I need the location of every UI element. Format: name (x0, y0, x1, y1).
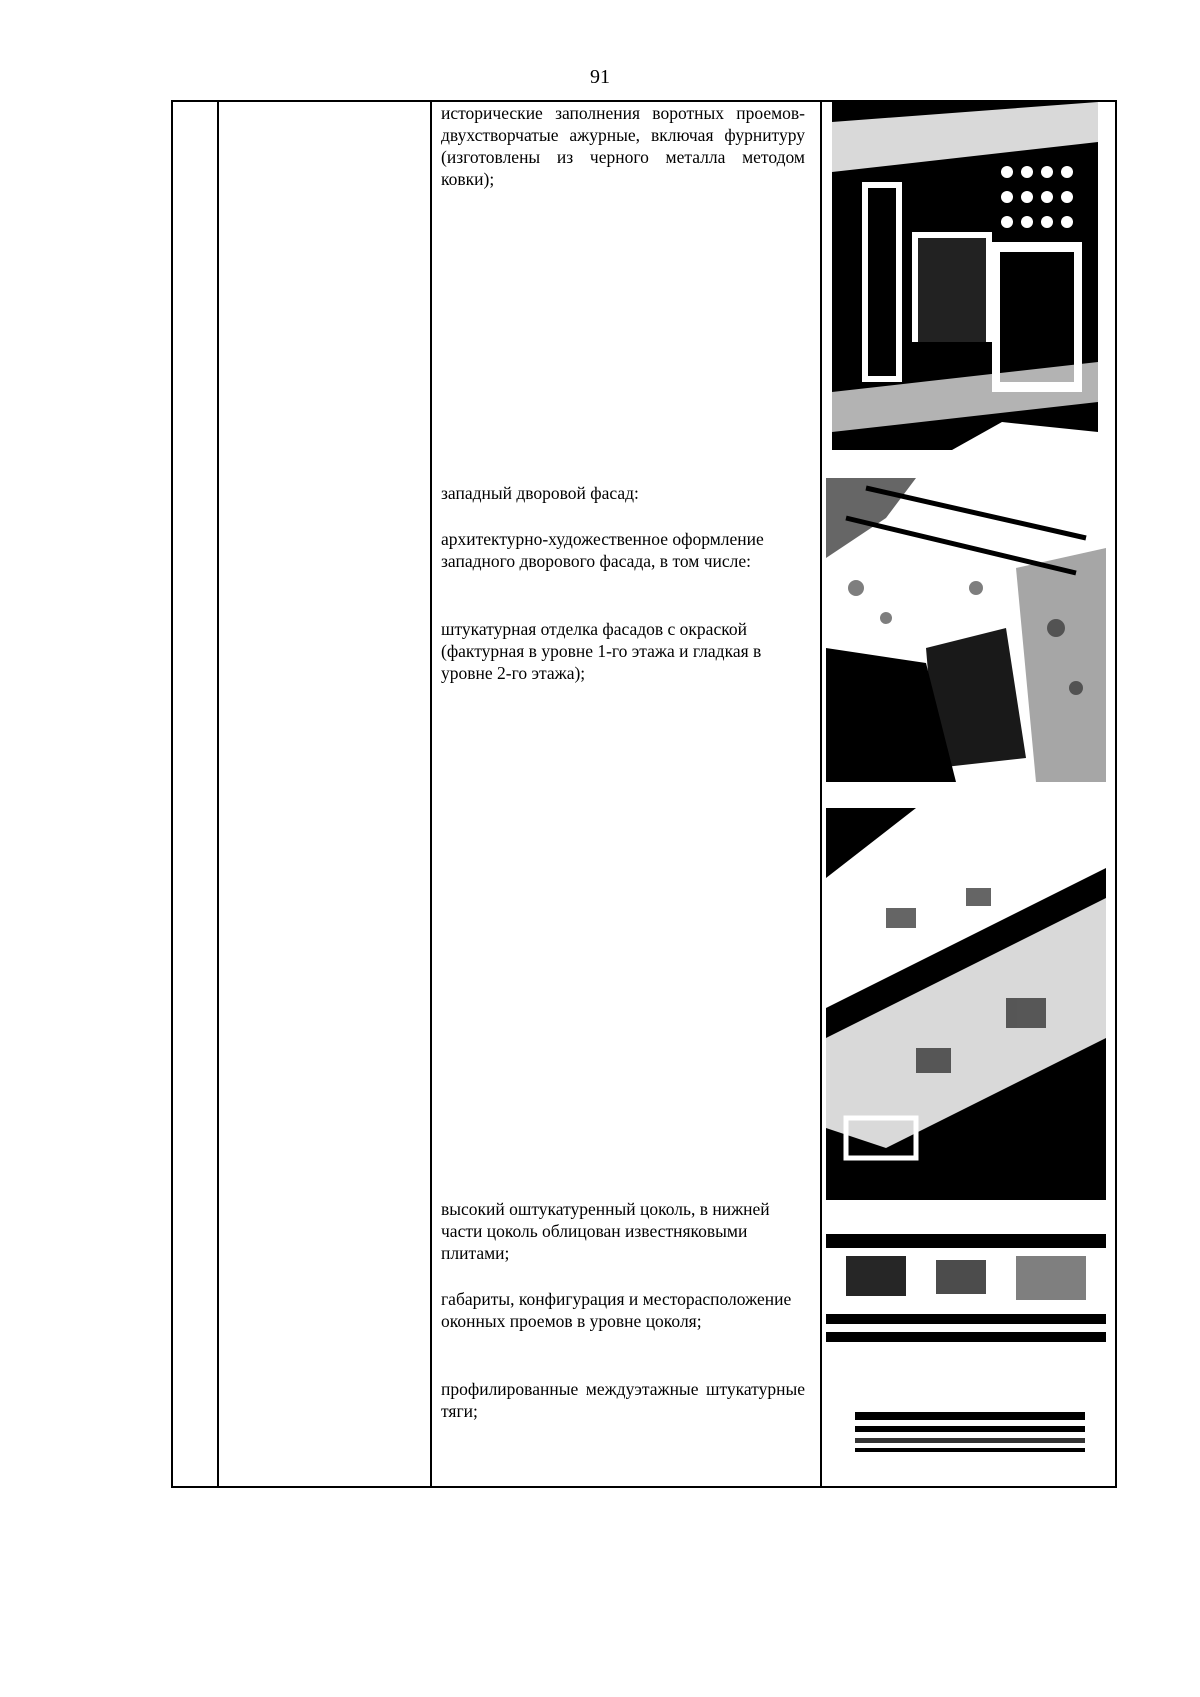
text-decoration (441, 528, 805, 572)
gates-description: исторические заполнения воротных проемов-двухстворчатые ажурные, включая фурнитуру (изготовлены из черного металла методом ковки); (441, 103, 805, 189)
facade-photo-1 (826, 478, 1106, 782)
text-plinth (441, 1198, 805, 1264)
column-divider-2 (430, 102, 432, 1486)
text-west-facade-heading (441, 482, 805, 504)
column-divider-1 (217, 102, 219, 1486)
cornice-photo (855, 1408, 1085, 1456)
page-number: 91 (590, 66, 610, 88)
plinth-description: высокий оштукатуренный цоколь, в нижней части цоколь облицован известняковыми плитами; (441, 1199, 770, 1263)
text-windows (441, 1288, 805, 1332)
gate-photo (832, 102, 1098, 450)
plaster-description: штукатурная отделка фасадов с окраской (фактурная в уровне 1-го этажа и гладкая в уровне 2-го этажа); (441, 619, 762, 683)
cornices-description: профилированные междуэтажные штукатурные тяги; (441, 1379, 805, 1421)
plinth-photo (826, 1234, 1106, 1342)
text-gates (441, 102, 805, 190)
decoration-description: архитектурно-художественное оформление западного дворового фасада, в том числе: (441, 529, 764, 571)
text-plaster (441, 618, 805, 684)
windows-description: габариты, конфигурация и месторасположение оконных проемов в уровне цоколя; (441, 1289, 792, 1331)
facade-photo-2 (826, 808, 1106, 1200)
text-cornices (441, 1378, 805, 1422)
west-facade-heading: западный дворовой фасад: (441, 483, 639, 503)
column-divider-3 (820, 102, 822, 1486)
